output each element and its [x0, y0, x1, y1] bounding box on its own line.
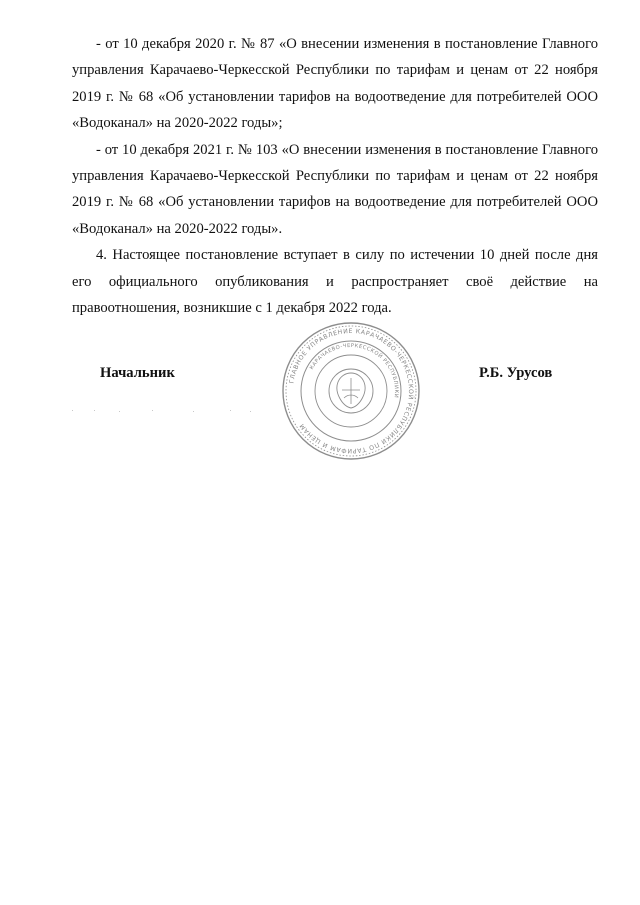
paragraph-effective-date: 4. Настоящее постановление вступает в силу по истечении 10 дней после дня его официального опубликования и распространяет своё действие на правоотношения, возникшие с 1 декабря 2022 года. [72, 247, 598, 317]
scan-artifact-line [72, 410, 252, 412]
paragraph-amendment-2020: - от 10 декабря 2020 г. № 87 «О внесении изменения в постановление Главного управления Карачаево-Черкесской Республики по тарифам и ценам от 22 ноября 2019 г. № 68 «Об установлении тарифов на водоотведение для потребителей ООО «Водоканал» на 2020-2022 годы»; [72, 36, 598, 132]
document-body [72, 31, 598, 321]
seal-inner-text: КАРАЧАЕВО-ЧЕРКЕССКОЙ РЕСПУБЛИКИ [308, 342, 400, 399]
seal-outer-text: ГЛАВНОЕ УПРАВЛЕНИЕ КАРАЧАЕВО-ЧЕРКЕССКОЙ РЕСПУБЛИКИ ПО ТАРИФАМ И ЦЕНАМ [288, 327, 415, 455]
signature-block [0, 365, 640, 395]
signatory-title: Начальник [100, 365, 175, 381]
paragraph-amendment-2021: - от 10 декабря 2021 г. № 103 «О внесении изменения в постановление Главного управления Карачаево-Черкесской Республики по тарифам и ценам от 22 ноября 2019 г. № 68 «Об установлении тарифов на водоотведение для потребителей ООО «Водоканал» на 2020-2022 годы». [72, 141, 598, 237]
signatory-name: Р.Б. Урусов [479, 365, 553, 381]
